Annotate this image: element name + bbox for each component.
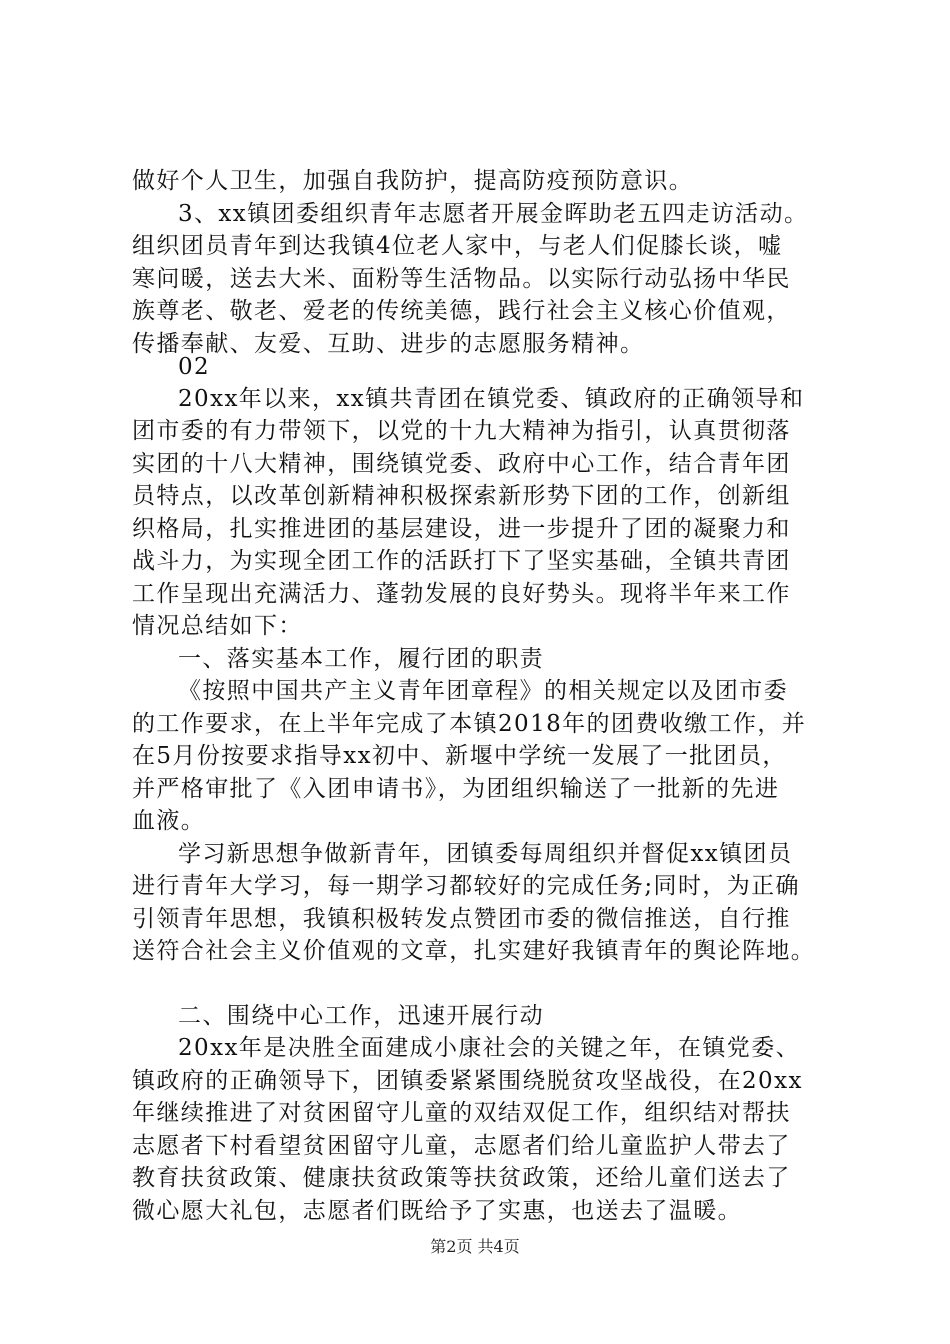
text-line: 年继续推进了对贫困留守儿童的双结双促工作，组织结对帮扶 xyxy=(132,1100,791,1126)
text-line: 学习新思想争做新青年，团镇委每周组织并督促xx镇团员 xyxy=(178,841,793,867)
text-line: 20xx年是决胜全面建成小康社会的关键之年，在镇党委、 xyxy=(178,1035,801,1061)
text-line: 族尊老、敬老、爱老的传统美德，践行社会主义核心价值观， xyxy=(132,298,791,324)
text-line: 志愿者下村看望贫困留守儿童，志愿者们给儿童监护人带去了 xyxy=(132,1133,791,1159)
text-line: 3、xx镇团委组织青年志愿者开展金晖助老五四走访活动。 xyxy=(178,201,809,227)
section-number: 02 xyxy=(178,354,211,380)
text-line: 员特点，以改革创新精神积极探索新形势下团的工作，创新组 xyxy=(132,483,791,509)
text-line: 工作呈现出充满活力、蓬勃发展的良好势头。现将半年来工作 xyxy=(132,581,791,607)
text-line: 的工作要求，在上半年完成了本镇2018年的团费收缴工作，并 xyxy=(132,711,807,737)
text-line: 团市委的有力带领下，以党的十九大精神为指引，认真贯彻落 xyxy=(132,418,791,444)
text-line: 寒问暖，送去大米、面粉等生活物品。以实际行动弘扬中华民 xyxy=(132,266,791,292)
text-line: 传播奉献、友爱、互助、进步的志愿服务精神。 xyxy=(132,331,645,357)
text-line: 在5月份按要求指导xx初中、新堰中学统一发展了一批团员， xyxy=(132,743,787,769)
section-heading: 一、落实基本工作，履行团的职责 xyxy=(178,646,544,672)
text-line: 战斗力，为实现全团工作的活跃打下了坚实基础，全镇共青团 xyxy=(132,548,791,574)
text-line: 引领青年思想，我镇积极转发点赞团市委的微信推送，自行推 xyxy=(132,906,791,932)
text-line: 20xx年以来，xx镇共青团在镇党委、镇政府的正确领导和 xyxy=(178,386,805,412)
text-line: 织格局，扎实推进团的基层建设，进一步提升了团的凝聚力和 xyxy=(132,516,791,542)
text-line: 情况总结如下： xyxy=(132,613,303,639)
text-line: 微心愿大礼包，志愿者们既给予了实惠，也送去了温暖。 xyxy=(132,1198,742,1224)
text-line: 送符合社会主义价值观的文章，扎实建好我镇青年的舆论阵地。 xyxy=(132,938,816,964)
text-line: 教育扶贫政策、健康扶贫政策等扶贫政策，还给儿童们送去了 xyxy=(132,1165,791,1191)
text-line: 镇政府的正确领导下，团镇委紧紧围绕脱贫攻坚战役，在20xx xyxy=(132,1068,803,1094)
text-line: 进行青年大学习，每一期学习都较好的完成任务;同时，为正确 xyxy=(132,873,800,899)
text-line: 做好个人卫生，加强自我防护，提高防疫预防意识。 xyxy=(132,168,694,194)
text-line: 实团的十八大精神，围绕镇党委、政府中心工作，结合青年团 xyxy=(132,451,791,477)
text-line: 血液。 xyxy=(132,808,206,834)
section-heading: 二、围绕中心工作，迅速开展行动 xyxy=(178,1003,544,1029)
text-line: 组织团员青年到达我镇4位老人家中，与老人们促膝长谈，嘘 xyxy=(132,233,783,259)
text-line: 《按照中国共产主义青年团章程》的相关规定以及团市委 xyxy=(178,678,788,704)
page-footer: 第2页 共4页 xyxy=(430,1237,520,1256)
text-line: 并严格审批了《入团申请书》，为团组织输送了一批新的先进 xyxy=(132,776,780,802)
